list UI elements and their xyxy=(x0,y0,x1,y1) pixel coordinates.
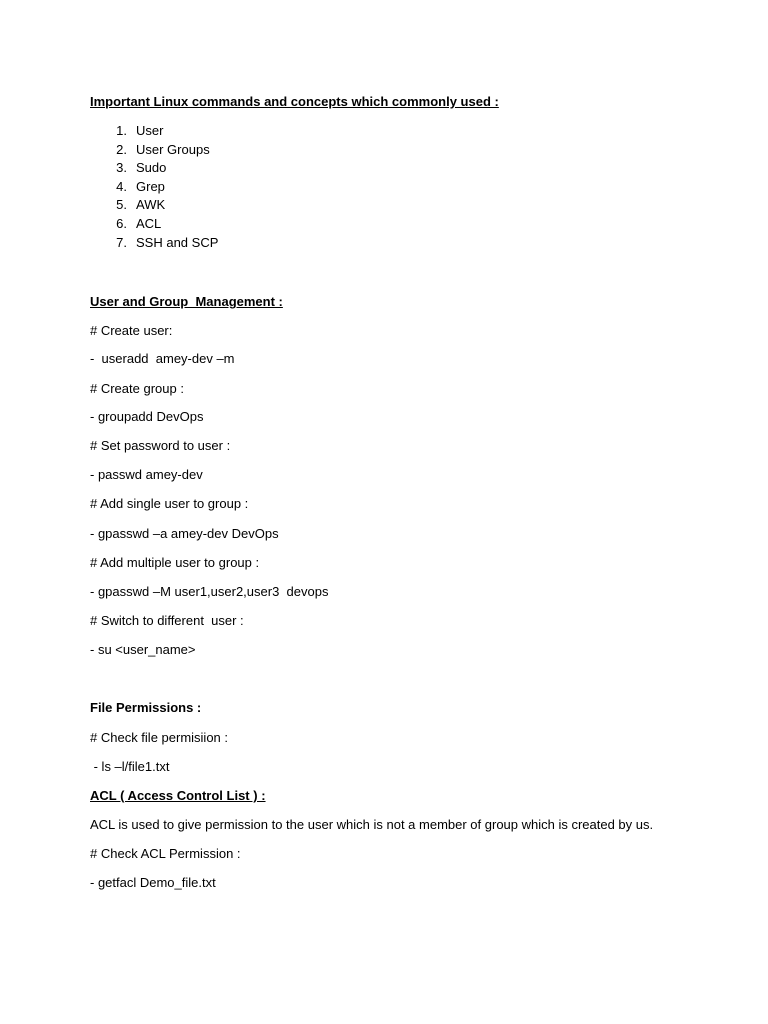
check-acl-comment: # Check ACL Permission : xyxy=(90,846,241,861)
file-permissions-heading: File Permissions : xyxy=(90,700,202,715)
list-number: 3. xyxy=(116,160,127,175)
list-item: SSH and SCP xyxy=(136,235,219,250)
set-password-comment: # Set password to user : xyxy=(90,438,231,453)
list-item: ACL xyxy=(136,216,162,231)
create-group-command: - groupadd DevOps xyxy=(90,409,204,424)
check-file-permission-comment: # Check file permisiion : xyxy=(90,730,228,745)
add-single-user-comment: # Add single user to group : xyxy=(90,496,249,511)
list-item: User xyxy=(136,123,164,138)
list-item: User Groups xyxy=(136,142,210,157)
add-multiple-users-command: - gpasswd –M user1,user2,user3 devops xyxy=(90,584,329,599)
create-group-comment: # Create group : xyxy=(90,381,184,396)
list-number: 1. xyxy=(116,123,127,138)
add-multiple-users-comment: # Add multiple user to group : xyxy=(90,555,260,570)
create-user-command: - useradd amey-dev –m xyxy=(90,351,235,366)
list-item: AWK xyxy=(136,197,166,212)
acl-heading: ACL ( Access Control List ) : xyxy=(90,788,266,803)
intro-title: Important Linux commands and concepts which commonly used : xyxy=(90,94,499,109)
check-file-permission-command: - ls –l/file1.txt xyxy=(90,759,170,774)
list-number: 2. xyxy=(116,142,127,157)
check-acl-command: - getfacl Demo_file.txt xyxy=(90,875,216,890)
list-number: 5. xyxy=(116,197,127,212)
switch-user-comment: # Switch to different user : xyxy=(90,613,244,628)
acl-description: ACL is used to give permission to the user which is not a member of group which is created by us. xyxy=(90,817,654,832)
create-user-comment: # Create user: xyxy=(90,323,173,338)
set-password-command: - passwd amey-dev xyxy=(90,467,203,482)
list-number: 4. xyxy=(116,179,127,194)
list-number: 7. xyxy=(116,235,127,250)
add-single-user-command: - gpasswd –a amey-dev DevOps xyxy=(90,526,279,541)
list-item: Grep xyxy=(136,179,165,194)
user-group-heading: User and Group Management : xyxy=(90,294,283,309)
list-item: Sudo xyxy=(136,160,167,175)
list-number: 6. xyxy=(116,216,127,231)
switch-user-command: - su <user_name> xyxy=(90,642,196,657)
